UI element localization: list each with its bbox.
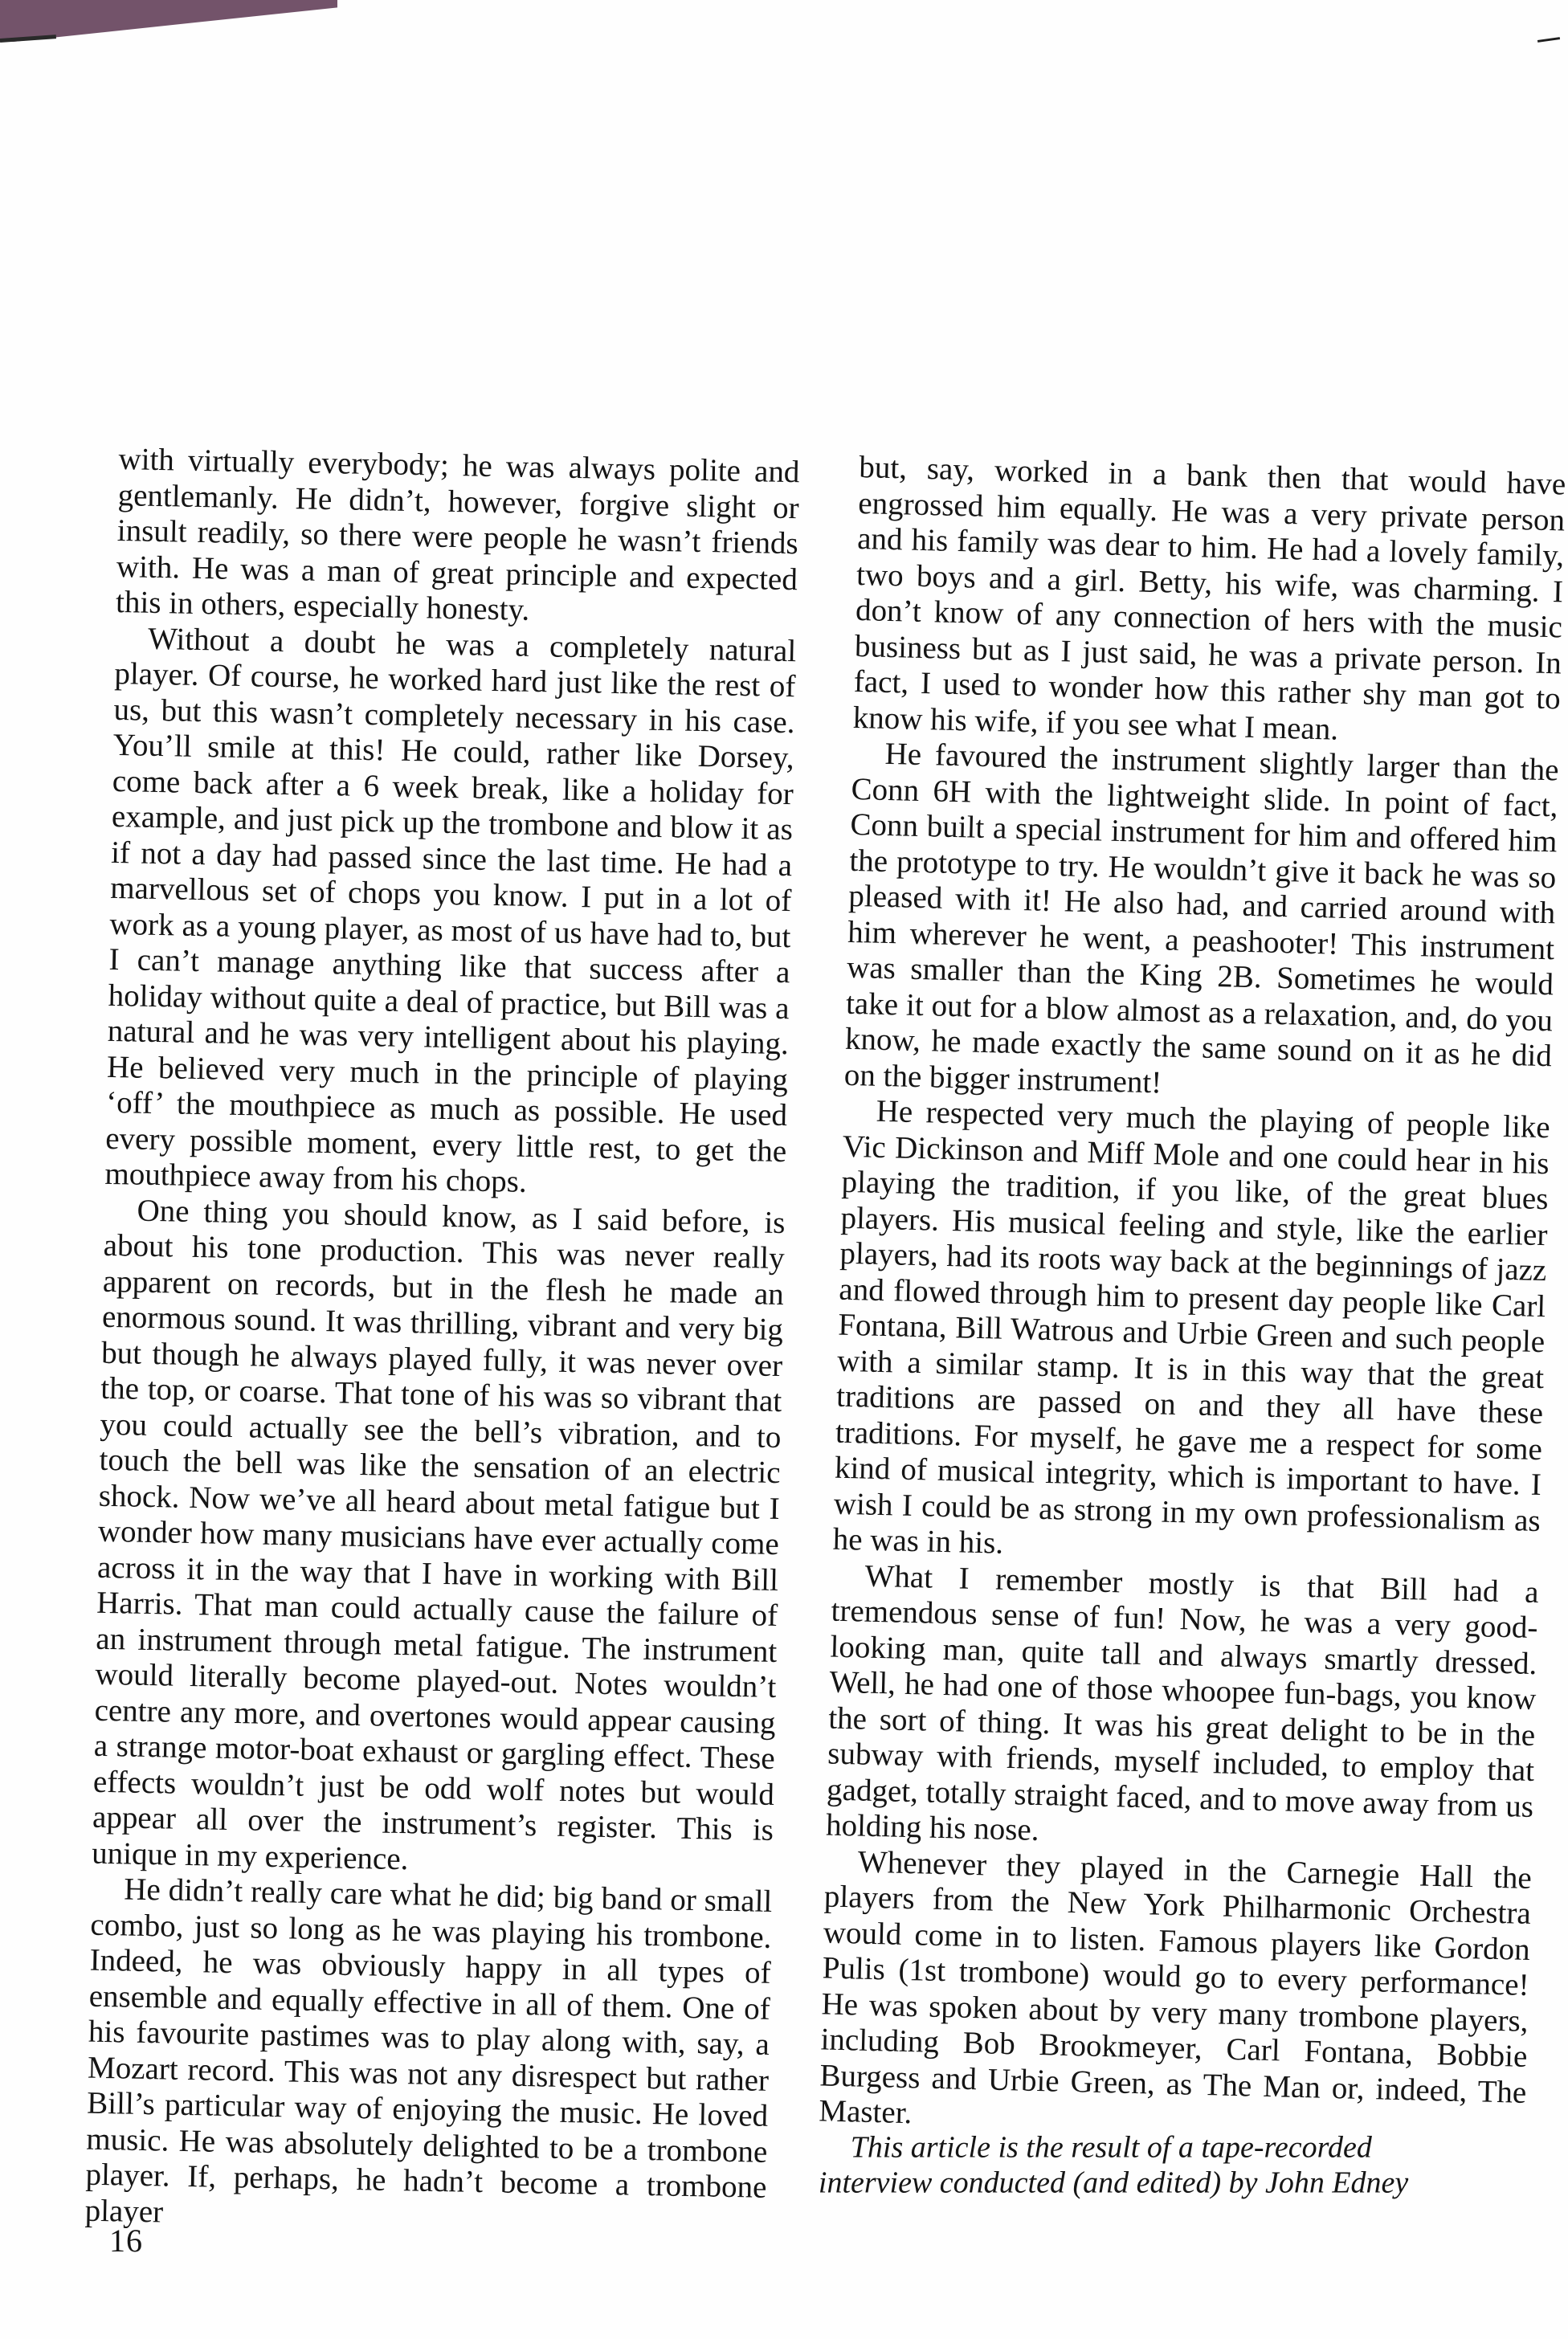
right-paragraph-2: He favoured the instrument slightly larger than the Conn 6H with the lightweight slide. In point of fact, Conn built a special instrument for him and offered him the prototype to try. He wouldn’t give it back he was so pleased with it! He also had, and carried around with him wherever he went, a peashooter! This instrument was smaller than the King 2B. Sometimes he would take it out for a blow almost as a relaxation, and, do you know, he made exactly the same sound on it as he did on the bigger instrument! <box>843 736 1560 1100</box>
left-paragraph-2: Without a doubt he was a completely natural player. Of course, he worked hard just like the rest of us, but this wasn’t completely necessary in his case. You’ll smile at this! He could, rather like Dorsey, come back after a 6 week break, like a holiday for example, and just pick up the trombone and blow it as if not a day had passed since the last time. He had a marvellous set of chops you know. I put in a lot of work as a young player, as most of us have had to, but I can’t manage anything like that success after a holiday without quite a deal of practice, but Bill was a natural and he was very intelligent about his playing. He believed very much in the principle of playing ‘off’ the mouthpiece as much as possible. He used every possible moment, every little rest, to get the mouthpiece away from his chops. <box>104 621 797 1199</box>
right-paragraph-4: What I remember mostly is that Bill had a tremendous sense of fun! Now, he was a very good-looking man, quite tall and always smartly dressed. Well, he had one of those whoopee fun-bags, you know the sort of thing. It was his great delight to be in the subway with friends, myself included, to employ that gadget, totally straight faced, and to move away from us holding his nose. <box>825 1558 1540 1847</box>
left-paragraph-1: with virtually everybody; he was always polite and gentlemanly. He didn’t, however, forgive slight or insult readily, so there were people he wasn’t friends with. He was a man of great principle and expected this in others, especially honesty. <box>115 442 800 627</box>
page-number: 16 <box>109 2223 143 2259</box>
right-column <box>817 450 1566 2217</box>
right-paragraph-3: He respected very much the playing of people like Vic Dickinson and Miff Mole and one could hear in his playing the tradition, if you like, of the great blues players. His musical feeling and style, like the earlier players, had its roots way back at the beginnings of jazz and flowed through him to present day people like Carl Fontana, Bill Watrous and Urbie Green and such people with a similar stamp. It is in this way that the great traditions are passed on and they all have these traditions. For myself, he gave me a respect for some kind of musical integrity, which is important to have. I wish I could be as strong in my own professionalism as he was in his. <box>832 1093 1551 1561</box>
left-paragraph-4: He didn’t really care what he did; big band or small combo, just so long as he was playing his trombone. Indeed, he was obviously happy in all types of ensemble and equally effective in all of them. One of his favourite pastimes was to play along with, say, a Mozart record. This was not any disrespect but rather Bill’s particular way of enjoying the music. He loved music. He was absolutely delighted to be a trombone player. If, perhaps, he hadn’t become a trombone player <box>84 1872 773 2229</box>
article-byline: This article is the result of a tape-recorded interview conducted (and edited) by John Edney <box>818 2129 1409 2199</box>
left-paragraph-3: One thing you should know, as I said before, is about his tone production. This was never really apparent on records, but in the flesh he made an enormous sound. It was thrilling, vibrant and very big but though he always played fully, it was never over the top, or coarse. That tone of his was so vibrant that you could actually see the bell’s vibration, and to touch the bell was like the sensation of an electric shock. Now we’ve all heard about metal fatigue but I wonder how many musicians have ever actually come across it in the way that I have in working with Bill Harris. That man could actually cause the failure of an instrument through metal fatigue. The instrument would literally become played-out. Notes wouldn’t centre any more, and overtones would appear causing a strange motor-boat exhaust or gargling effect. These effects wouldn’t just be odd wolf notes but would appear all over the instrument’s register. This is unique in my experience. <box>91 1193 786 1876</box>
left-column <box>84 442 800 2242</box>
right-paragraph-5: Whenever they played in the Carnegie Hall the players from the New York Philharmonic Orchestra would come in to listen. Famous players like Gordon Pulis (1st trombone) would go to every performance! He was spoken about by very many trombone players, including Bob Brookmeyer, Carl Fontana, Bobbie Burgess and Urbie Green, as The Man or, indeed, The Master. <box>818 1843 1533 2131</box>
right-paragraph-1: but, say, worked in a bank then that would have engrossed him equally. He was a very private person and his family was dear to him. He had a lovely family, two boys and a girl. Betty, his wife, was charming. I don’t know of any connection of hers with the music business but as I just said, he was a private person. In fact, I used to wonder how this rather shy man got to know his wife, if you see what I mean. <box>852 450 1566 747</box>
